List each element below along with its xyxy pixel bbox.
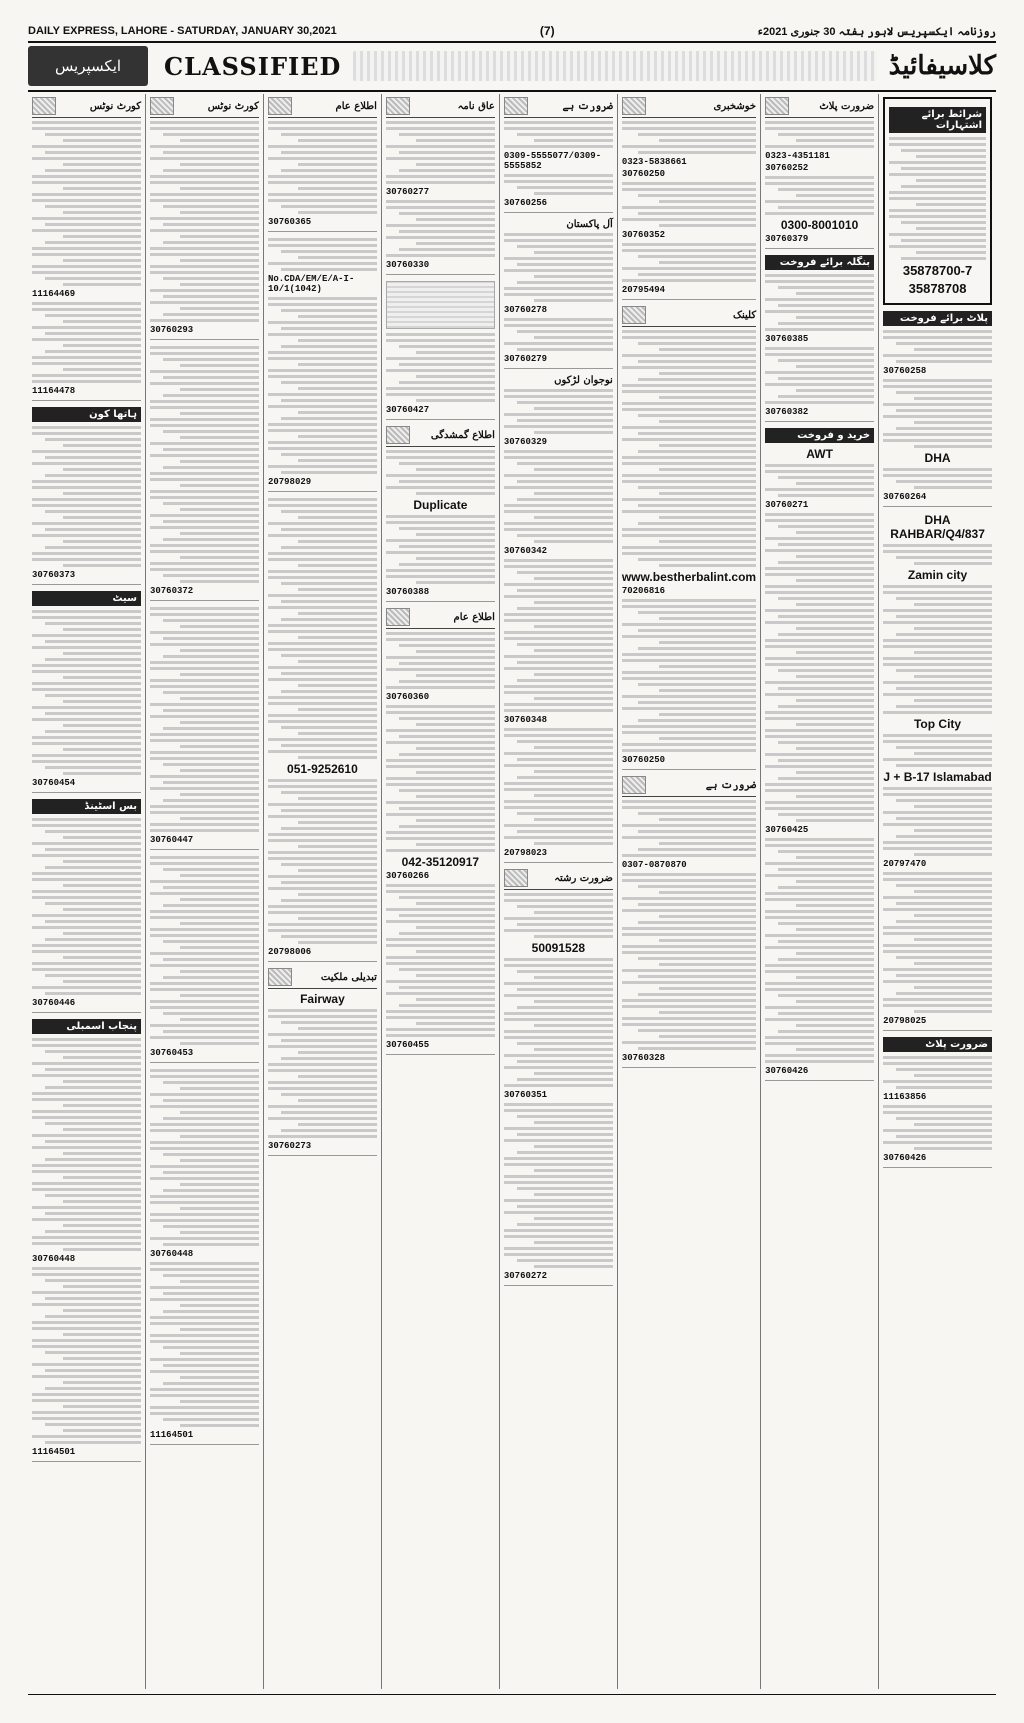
ad-illustration [386,281,495,329]
express-logo: ایکسپریس [28,46,148,86]
ad-phone: 11163856 [883,1092,927,1102]
ad-phone: 30760365 [267,217,312,227]
section-bar: سیٹ [32,591,141,606]
ad-heading: کلینک [733,309,757,321]
ad-reference: No.CDA/EM/E/A-I-10/1(1042) [267,274,355,294]
ad-keyword: Zamin city [907,568,968,582]
ad-phone: 30760330 [385,260,430,270]
court-icon [150,97,174,115]
ad-keyword: Duplicate [413,498,468,512]
ad-phone: 30760360 [385,692,430,702]
top-rule [28,41,996,43]
column-2 [145,94,263,1689]
ad-keyword: DHA RAHBAR/Q4/837 [890,513,985,541]
notice-icon [386,608,410,626]
ad-phone: 30760385 [765,334,809,344]
ad-phone: 30760453 [149,1048,194,1058]
ad-heading: ضرورت ہے [705,779,757,791]
ad-phone: 30760454 [32,778,76,788]
ad-phone: 30760264 [883,492,927,502]
ad-phone: 30760328 [621,1053,666,1063]
ad-phone: 30760258 [883,366,927,376]
terms-title: شرائط برائے اشتہارات [889,107,986,133]
classified-title-en: CLASSIFIED [164,51,342,81]
ad-keyword: DHA [924,451,951,465]
ad-heading: ضرورت پلاٹ [819,100,875,112]
ad-keyword: AWT [806,447,833,461]
ad-phone: 20798029 [267,477,312,487]
column-7 [760,94,878,1689]
column-5 [499,94,617,1689]
ad-heading: ضرورت رشتہ [554,872,613,884]
ad-heading: اطلاع عام [335,100,377,112]
ad-phone: 30760256 [503,198,548,208]
banner-rule [28,90,996,92]
ad-phone: 30760329 [503,437,548,447]
banner-decoration [353,51,876,81]
court-icon [32,97,56,115]
ad-phone: 0309-5555077/0309-5555852 [503,151,602,171]
clinic-icon [622,306,646,324]
ad-phone: 30760372 [149,586,194,596]
masthead-line [28,22,996,40]
section-bar: ہاتھا کون [32,407,141,422]
chain-icon [386,97,410,115]
rings-icon [504,869,528,887]
classified-title-ur: کلاسیفائیڈ [888,51,996,81]
ad-heading: تبدیلی ملکیت [320,971,377,983]
ad-heading: کورٹ نوٹس [89,100,141,112]
column-6 [617,94,760,1689]
ad-phone: 11164501 [32,1447,76,1457]
ad-heading: ضرورت ہے [562,100,613,112]
ad-phone: 30760455 [385,1040,430,1050]
ad-phone: 30760271 [765,500,809,510]
advertising-terms-box [883,97,992,305]
ad-phone: 30760250 [621,169,666,179]
section-bar: خرید و فروخت [765,428,874,443]
ad-phone: 11164469 [32,289,76,299]
house-icon [622,97,646,115]
ad-phone-large: 50091528 [531,941,586,955]
ad-phone: 30760425 [765,825,809,835]
ownership-icon [268,968,292,986]
masthead-english: DAILY EXPRESS, LAHORE - SATURDAY, JANUARY 30,2021 [28,25,337,37]
ad-phone: 30760278 [503,305,548,315]
office-phone: 35878700-7 [902,263,973,278]
ad-heading: آل پاکستان [566,219,613,230]
signpost-icon [622,776,646,794]
ad-keyword: Top City [913,717,962,731]
ad-phone: 30760426 [883,1153,927,1163]
ad-phone: 30760342 [503,546,548,556]
section-bar: بس اسٹینڈ [32,799,141,814]
ad-phone: 30760388 [385,587,430,597]
ad-heading: خوشخبری [713,100,757,112]
ad-columns [28,94,996,1689]
ad-phone: 11164478 [32,386,76,396]
ad-phone: 30760373 [32,570,76,580]
ad-heading: نوجوان لڑکوں [554,375,613,386]
column-8 [878,94,996,1689]
ad-phone: 20798025 [883,1016,927,1026]
column-4 [381,94,499,1689]
ad-phone: 30760447 [149,835,194,845]
ad-phone: 20798023 [503,848,548,858]
ad-phone: 30760448 [149,1249,194,1259]
ad-phone-large: 0300-8001010 [780,218,859,232]
ad-phone: 30760351 [503,1090,548,1100]
plot-icon [765,97,789,115]
ad-heading: اطلاع عام [453,611,495,623]
column-1 [28,94,145,1689]
ad-block [32,97,141,401]
ad-phone: 70206816 [621,586,666,596]
ad-phone: 30760277 [385,187,430,197]
bottom-rule [28,1694,996,1705]
ad-phone: 30760448 [32,1254,76,1264]
ad-phone-large: 051-9252610 [287,762,358,776]
ad-phone: 30760382 [765,407,809,417]
ad-phone: 0323-5838661 [621,157,687,167]
ad-phone: 30760379 [765,234,809,244]
ad-phone: 11164501 [149,1430,194,1440]
page-number: (7) [539,24,555,38]
ad-phone: 30760352 [621,230,666,240]
ad-phone: 30760446 [32,998,76,1008]
ad-website: www.bestherbalint.com [621,570,757,584]
megaphone-icon [386,426,410,444]
section-bar: پنجاب اسمبلی [32,1019,141,1034]
section-bar: ضرورت پلاٹ [883,1037,992,1052]
ad-phone-large: 042-35120917 [401,855,480,869]
ad-phone: 20797470 [883,859,927,869]
ad-brand: Fairway [300,992,345,1006]
ad-phone: 0307-0870870 [621,860,687,870]
ad-phone: 30760252 [765,163,809,173]
ad-keyword: J + B-17 Islamabad [883,770,992,784]
signpost-icon [504,97,528,115]
ad-phone: 30760426 [765,1066,809,1076]
ad-phone: 30760293 [149,325,194,335]
ad-phone: 30760273 [267,1141,312,1151]
ad-phone: 20795494 [621,285,666,295]
ad-heading: کورٹ نوٹس [207,100,259,112]
masthead-urdu: روزنامہ ایکسپریس لاہور ہفتہ 30 جنوری 2021ء [757,25,996,38]
ad-heading: عاق نامہ [457,100,495,112]
ad-phone: 0323-4351181 [765,151,830,161]
section-bar: بنگلہ برائے فروخت [765,255,874,270]
ad-phone: 30760427 [385,405,430,415]
ad-phone: 30760250 [621,755,666,765]
ad-heading: اطلاع گمشدگی [430,429,495,441]
column-3 [263,94,381,1689]
office-fax: 35878708 [908,281,967,296]
classified-banner [28,44,996,88]
ad-phone: 30760279 [503,354,548,364]
ad-phone: 30760348 [503,715,548,725]
section-bar: پلاٹ برائے فروخت [883,311,992,326]
ad-phone: 30760272 [503,1271,548,1281]
ad-phone: 20798006 [267,947,312,957]
ad-phone: 30760266 [385,871,430,881]
notice-icon [268,97,292,115]
